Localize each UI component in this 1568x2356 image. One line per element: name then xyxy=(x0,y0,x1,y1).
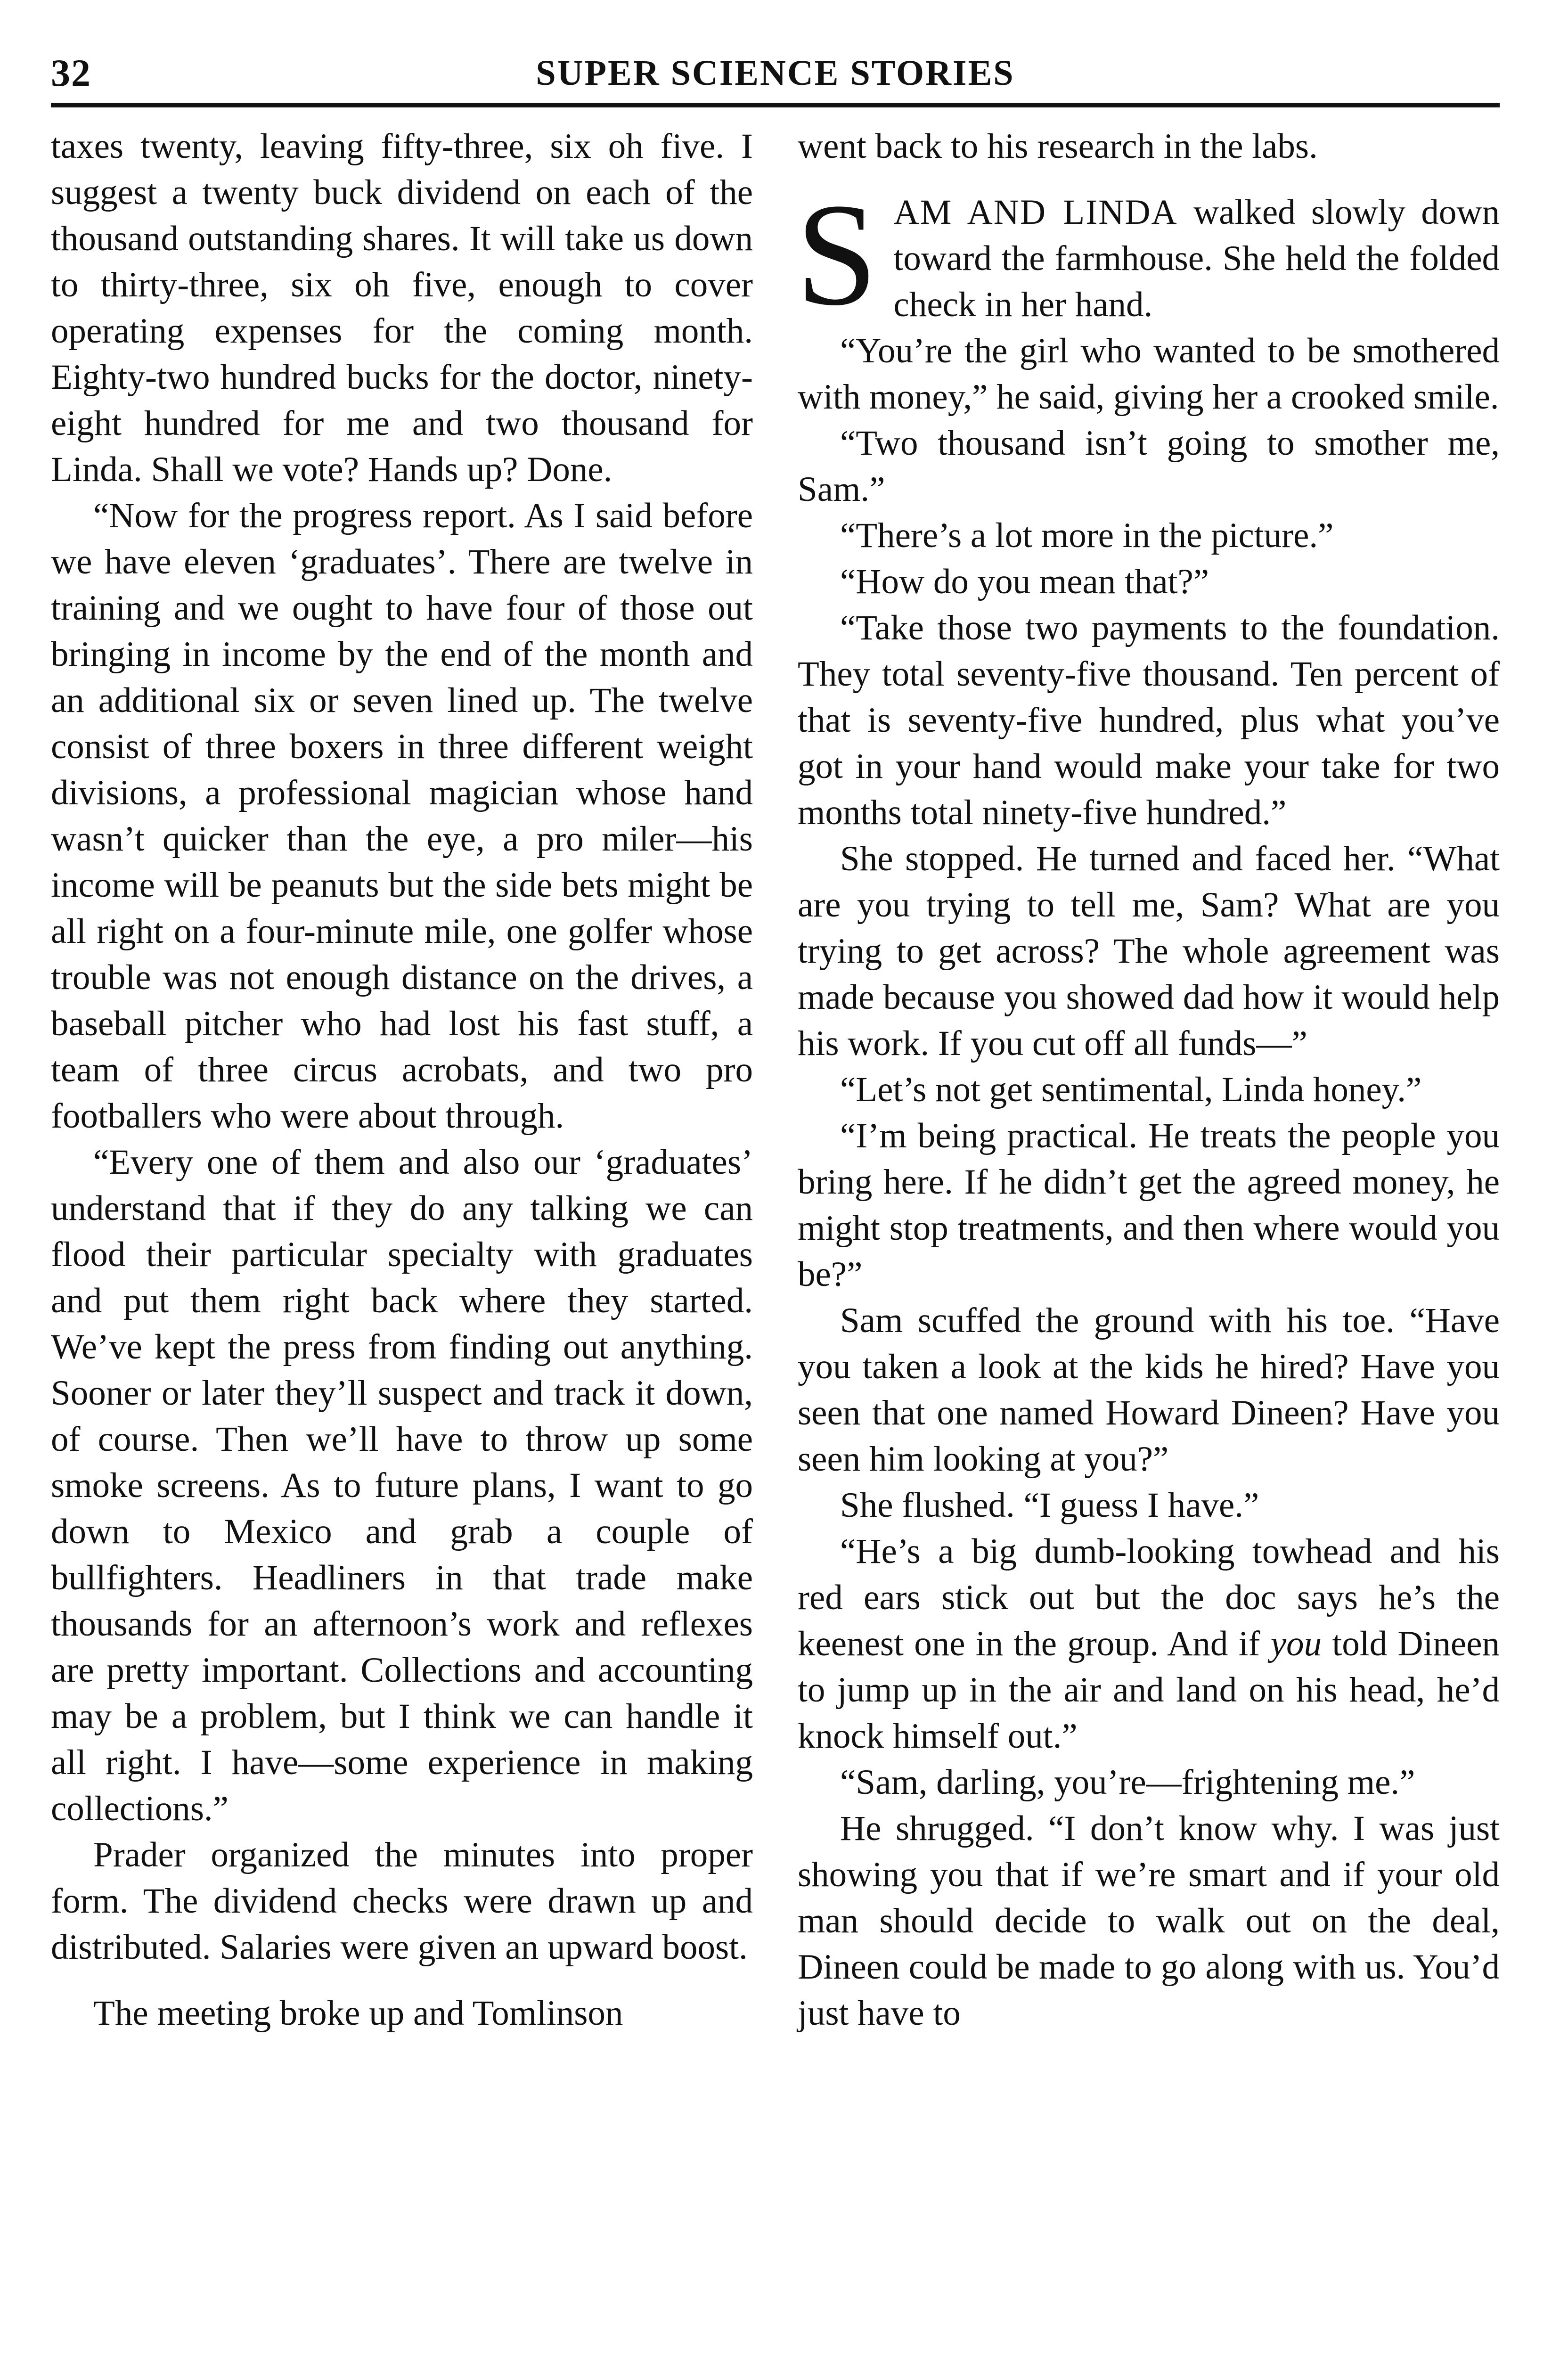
emphasis-text: you xyxy=(1270,1624,1322,1663)
left-column xyxy=(51,123,753,2356)
paragraph: She stopped. He turned and faced her. “What are you trying to tell me, Sam? What are you trying to get across? The whole agreement was made because you showed dad how it would help his work. If you cut off all funds—” xyxy=(798,839,1500,1063)
paragraph: “Now for the progress report. As I said before we have eleven ‘graduates’. There are twelve in training and we ought to have four of those out bringing in income by the end of the month and an additional six or seven lined up. The twelve consist of three boxers in three different weight divisions, a professional magician whose hand wasn’t quicker than the eye, a pro miler—his income will be peanuts but the side bets might be all right on a four-minute mile, one golfer whose trouble was not enough distance on the drives, a baseball pitcher who had lost his fast stuff, a team of three circus acrobats, and two pro footballers who were about through. xyxy=(51,496,753,1136)
paragraph: “How do you mean that?” xyxy=(840,562,1209,601)
paragraph: The meeting broke up and Tomlinson xyxy=(93,1994,623,2033)
paragraph: “Two thousand isn’t going to smother me, Sam.” xyxy=(798,424,1500,509)
paragraph: Sam scuffed the ground with his toe. “Have you taken a look at the kids he hired? Have you seen that one named Howard Dineen? Have you seen him looking at you?” xyxy=(798,1301,1500,1479)
paragraph: He shrugged. “I don’t know why. I was just showing you that if we’re smart and if your old man should decide to walk out on the deal, Dineen could be made to go along with us. You’d just have to xyxy=(798,1809,1500,2033)
paragraph: taxes twenty, leaving fifty-three, six oh five. I suggest a twenty buck dividend on each of the thousand outstanding shares. It will take us down to thirty-three, six oh five, enough to cover operating expenses for the coming month. Eighty-two hundred bucks for the doctor, ninety-eight hundred for me and two thousand for Linda. Shall we vote? Hands up? Done. xyxy=(51,127,753,489)
paragraph: “Sam, darling, you’re—frightening me.” xyxy=(840,1763,1415,1802)
section-opening-paragraph xyxy=(796,173,1500,336)
paragraph xyxy=(798,1529,1500,1759)
paragraph-text: “He’s a big dumb-looking towhead and his red ears stick out but the doc says he’s the keenest one in the group. And if xyxy=(798,1532,1500,1663)
paragraph-text: told Dineen to jump up in the air and land on his head, he’d knock himself out.” xyxy=(798,1624,1500,1756)
running-title: SUPER SCIENCE STORIES xyxy=(536,53,1015,93)
paragraph: “Take those two payments to the foundation. They total seventy-five thousand. Ten percent of that is seventy-five hundred, plus what you’ve got in your hand would make your take for two months total ninety-five hundred.” xyxy=(798,608,1500,832)
paragraph: went back to his research in the labs. xyxy=(798,127,1318,166)
right-column xyxy=(798,123,1500,2356)
paragraph: “Let’s not get sentimental, Linda honey.” xyxy=(840,1070,1422,1109)
paragraph: “I’m being practical. He treats the people you bring here. If he didn’t get the agreed money, he might stop treatments, and then where would you be?” xyxy=(798,1116,1500,1294)
section-opening-text: walked slowly down toward the farmhouse. She held the folded check in her hand. xyxy=(893,193,1500,324)
paragraph: She flushed. “I guess I have.” xyxy=(840,1486,1259,1525)
page-number: 32 xyxy=(51,51,91,94)
paragraph: “You’re the girl who wanted to be smothered with money,” he said, giving her a crooked smile. xyxy=(798,331,1500,417)
paragraph: “There’s a lot more in the picture.” xyxy=(840,516,1334,555)
section-opening-caps: AM AND LINDA xyxy=(893,193,1178,232)
paragraph: Prader organized the minutes into proper form. The dividend checks were drawn up and distributed. Salaries were given an upward boost. xyxy=(51,1835,753,1967)
page-header xyxy=(51,47,1500,104)
paragraph: “Every one of them and also our ‘graduates’ understand that if they do any talking we can flood their particular specialty with graduates and put them right back where they started. We’ve kept the press from finding out anything. Sooner or later they’ll suspect and track it down, of course. Then we’ll have to throw up some smoke screens. As to future plans, I want to go down to Mexico and grab a couple of bullfighters. Headliners in that trade make thousands for an afternoon’s work and reflexes are pretty important. Collections and accounting may be a problem, but I think we can handle it all right. I have—some experience in making collections.” xyxy=(51,1143,753,1828)
header-rule xyxy=(51,103,1500,107)
drop-cap: S xyxy=(796,173,878,336)
